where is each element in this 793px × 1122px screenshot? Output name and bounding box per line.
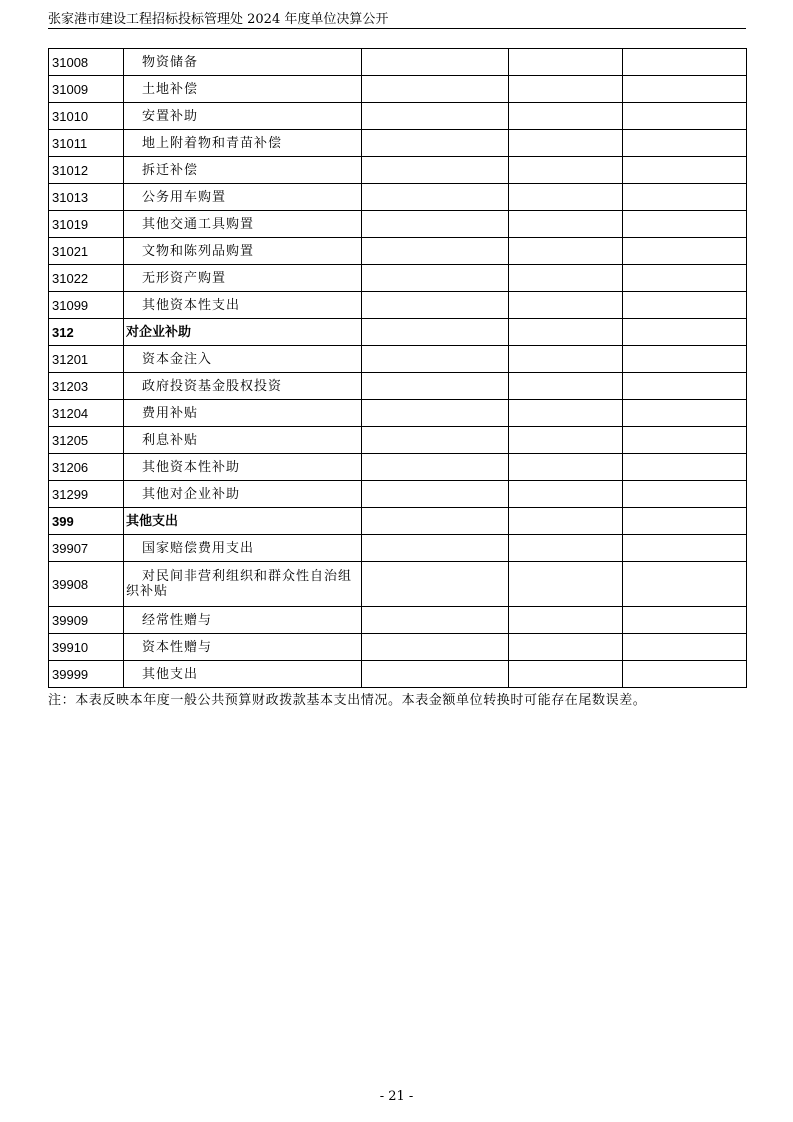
expense-code-cell: 39999 — [49, 661, 124, 688]
amount-cell — [623, 634, 747, 661]
expense-code-cell: 31008 — [49, 49, 124, 76]
expense-name-cell: 对企业补助 — [124, 319, 362, 346]
amount-cell — [362, 562, 509, 607]
amount-cell — [509, 157, 623, 184]
expense-name-cell: 地上附着物和青苗补偿 — [124, 130, 362, 157]
amount-cell — [362, 481, 509, 508]
expense-code-cell: 39907 — [49, 535, 124, 562]
expense-code-cell: 31299 — [49, 481, 124, 508]
expense-name-cell: 国家赔偿费用支出 — [124, 535, 362, 562]
table-row — [49, 427, 747, 454]
table-row — [49, 76, 747, 103]
amount-cell — [509, 508, 623, 535]
amount-cell — [509, 265, 623, 292]
amount-cell — [509, 454, 623, 481]
amount-cell — [623, 454, 747, 481]
expense-name-cell: 拆迁补偿 — [124, 157, 362, 184]
amount-cell — [623, 400, 747, 427]
expense-name-cell: 其他资本性支出 — [124, 292, 362, 319]
amount-cell — [509, 661, 623, 688]
amount-cell — [509, 238, 623, 265]
expense-name-cell: 资本性赠与 — [124, 634, 362, 661]
expense-code-cell: 31201 — [49, 346, 124, 373]
table-row — [49, 238, 747, 265]
table-note: 注：本表反映本年度一般公共预算财政拨款基本支出情况。本表金额单位转换时可能存在尾数误差。 — [48, 693, 647, 708]
amount-cell — [509, 400, 623, 427]
amount-cell — [362, 427, 509, 454]
table-row — [49, 661, 747, 688]
amount-cell — [509, 634, 623, 661]
table-row — [49, 607, 747, 634]
amount-cell — [509, 130, 623, 157]
expense-name-cell: 利息补贴 — [124, 427, 362, 454]
amount-cell — [362, 211, 509, 238]
expense-code-cell: 39909 — [49, 607, 124, 634]
expense-code-cell: 31022 — [49, 265, 124, 292]
amount-cell — [509, 481, 623, 508]
amount-cell — [362, 454, 509, 481]
amount-cell — [509, 211, 623, 238]
amount-cell — [362, 130, 509, 157]
expense-name-cell: 其他对企业补助 — [124, 481, 362, 508]
expense-name-cell: 其他支出 — [124, 508, 362, 535]
amount-cell — [362, 661, 509, 688]
amount-cell — [623, 373, 747, 400]
expense-name-cell: 文物和陈列品购置 — [124, 238, 362, 265]
expense-name-cell: 其他支出 — [124, 661, 362, 688]
expense-code-cell: 31099 — [49, 292, 124, 319]
expense-code-cell: 312 — [49, 319, 124, 346]
amount-cell — [362, 346, 509, 373]
amount-cell — [362, 157, 509, 184]
amount-cell — [623, 76, 747, 103]
expenditure-table-body — [49, 49, 747, 688]
amount-cell — [362, 76, 509, 103]
expense-name-cell: 安置补助 — [124, 103, 362, 130]
amount-cell — [509, 184, 623, 211]
expense-name-cell: 资本金注入 — [124, 346, 362, 373]
expense-code-cell: 31019 — [49, 211, 124, 238]
amount-cell — [362, 265, 509, 292]
amount-cell — [362, 508, 509, 535]
amount-cell — [362, 292, 509, 319]
amount-cell — [362, 319, 509, 346]
amount-cell — [623, 481, 747, 508]
amount-cell — [623, 265, 747, 292]
expense-name-cell: 土地补偿 — [124, 76, 362, 103]
amount-cell — [509, 535, 623, 562]
table-row — [49, 130, 747, 157]
amount-cell — [509, 607, 623, 634]
amount-cell — [623, 319, 747, 346]
expense-name-cell: 公务用车购置 — [124, 184, 362, 211]
amount-cell — [509, 562, 623, 607]
expense-code-cell: 399 — [49, 508, 124, 535]
amount-cell — [623, 184, 747, 211]
table-row — [49, 157, 747, 184]
amount-cell — [509, 346, 623, 373]
table-row — [49, 265, 747, 292]
table-row — [49, 535, 747, 562]
expense-name-cell: 费用补贴 — [124, 400, 362, 427]
amount-cell — [362, 184, 509, 211]
expense-code-cell: 31013 — [49, 184, 124, 211]
document-header — [48, 11, 746, 29]
amount-cell — [509, 49, 623, 76]
expense-code-cell: 31009 — [49, 76, 124, 103]
expense-code-cell: 31206 — [49, 454, 124, 481]
expenditure-table — [48, 48, 747, 688]
amount-cell — [362, 238, 509, 265]
expense-code-cell: 31011 — [49, 130, 124, 157]
amount-cell — [509, 292, 623, 319]
amount-cell — [509, 103, 623, 130]
table-row — [49, 292, 747, 319]
table-row — [49, 184, 747, 211]
amount-cell — [509, 76, 623, 103]
amount-cell — [623, 535, 747, 562]
table-row — [49, 481, 747, 508]
table-row — [49, 634, 747, 661]
expense-code-cell: 31012 — [49, 157, 124, 184]
amount-cell — [623, 346, 747, 373]
expense-name-cell: 物资储备 — [124, 49, 362, 76]
amount-cell — [362, 103, 509, 130]
amount-cell — [623, 607, 747, 634]
expense-name-cell: 政府投资基金股权投资 — [124, 373, 362, 400]
amount-cell — [362, 49, 509, 76]
amount-cell — [623, 49, 747, 76]
expense-code-cell: 39910 — [49, 634, 124, 661]
table-row — [49, 211, 747, 238]
table-row — [49, 454, 747, 481]
table-row — [49, 373, 747, 400]
expense-code-cell: 31010 — [49, 103, 124, 130]
amount-cell — [362, 373, 509, 400]
page-number: - 21 - — [379, 1089, 414, 1104]
expense-name-cell: 其他资本性补助 — [124, 454, 362, 481]
amount-cell — [362, 535, 509, 562]
amount-cell — [623, 292, 747, 319]
table-group-row — [49, 319, 747, 346]
table-row — [49, 49, 747, 76]
amount-cell — [623, 562, 747, 607]
amount-cell — [509, 319, 623, 346]
amount-cell — [623, 157, 747, 184]
amount-cell — [623, 130, 747, 157]
amount-cell — [623, 508, 747, 535]
expense-code-cell: 31205 — [49, 427, 124, 454]
amount-cell — [362, 634, 509, 661]
expense-name-cell: 经常性赠与 — [124, 607, 362, 634]
expense-code-cell: 31204 — [49, 400, 124, 427]
expense-code-cell: 31203 — [49, 373, 124, 400]
table-row — [49, 103, 747, 130]
amount-cell — [509, 373, 623, 400]
expense-name-cell: 无形资产购置 — [124, 265, 362, 292]
amount-cell — [362, 607, 509, 634]
table-group-row — [49, 508, 747, 535]
table-row — [49, 400, 747, 427]
expense-name-cell: 其他交通工具购置 — [124, 211, 362, 238]
header-title: 张家港市建设工程招标投标管理处 2024 年度单位决算公开 — [48, 12, 389, 27]
expense-name-cell: 对民间非营利组织和群众性自治组织补贴 — [124, 562, 362, 607]
amount-cell — [509, 427, 623, 454]
expense-code-cell: 39908 — [49, 562, 124, 607]
amount-cell — [362, 400, 509, 427]
amount-cell — [623, 103, 747, 130]
table-row — [49, 562, 747, 607]
expense-code-cell: 31021 — [49, 238, 124, 265]
amount-cell — [623, 661, 747, 688]
amount-cell — [623, 238, 747, 265]
amount-cell — [623, 427, 747, 454]
table-row — [49, 346, 747, 373]
amount-cell — [623, 211, 747, 238]
